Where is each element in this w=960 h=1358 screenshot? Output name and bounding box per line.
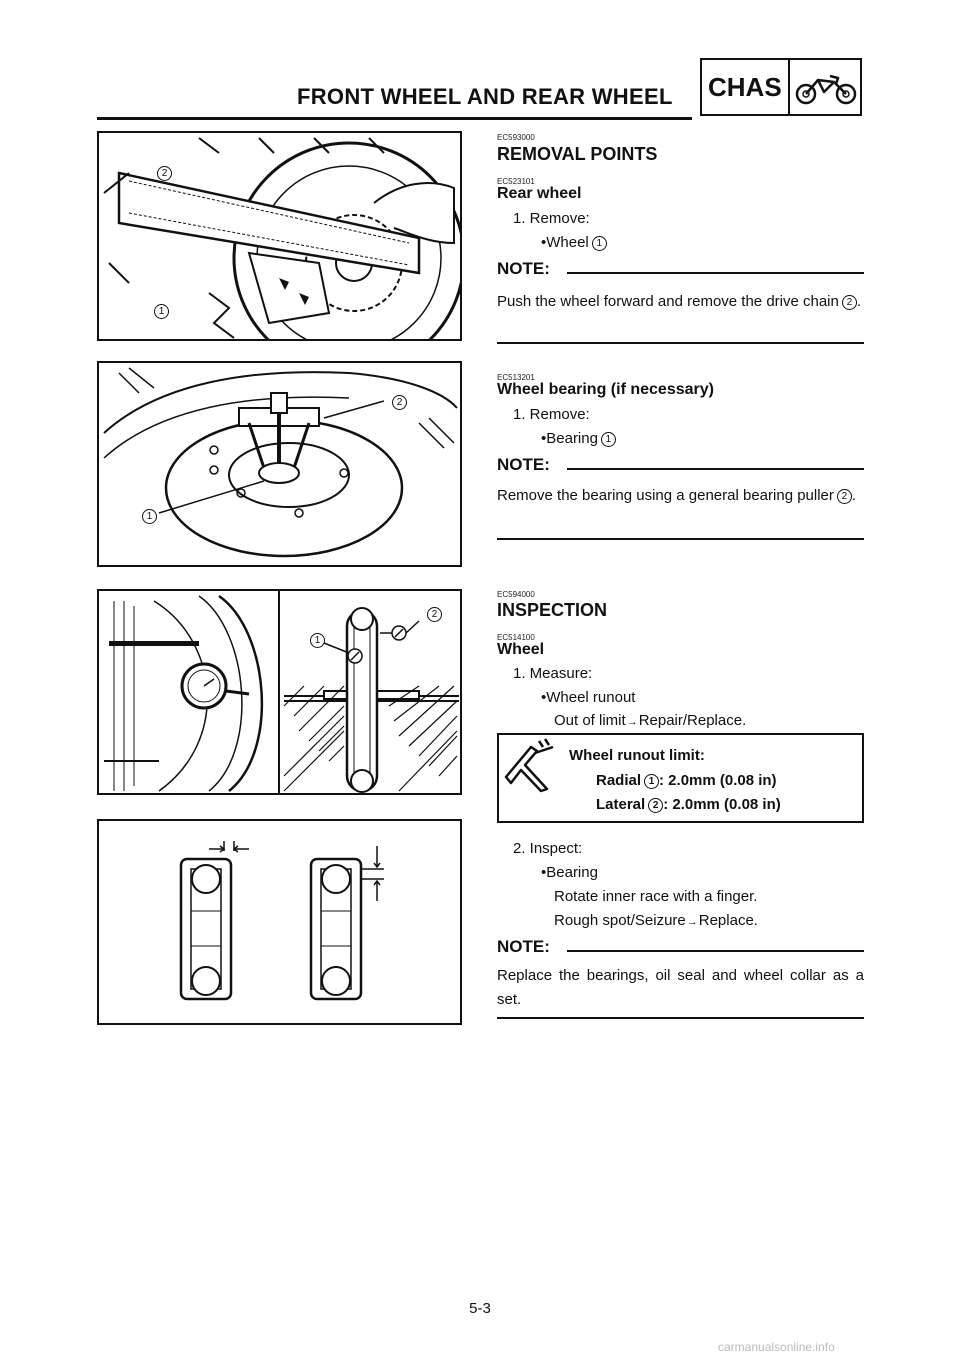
note-rule	[567, 950, 864, 952]
figure-bearing-puller	[97, 361, 462, 567]
callout-2: 2	[427, 607, 442, 622]
spec-radial: Radial 1 : 2.0mm (0.08 in)	[596, 772, 777, 789]
caliper-icon	[501, 737, 557, 793]
subsection-heading: Wheel	[497, 641, 545, 658]
callout-2: 2	[392, 395, 407, 410]
callout-1: 1	[310, 633, 325, 648]
ref-number: 2	[648, 798, 663, 813]
note-rule	[567, 468, 864, 470]
step-text: 1. Measure:	[513, 665, 593, 682]
ref-number: 1	[592, 236, 607, 251]
bearing-sections-illustration	[99, 821, 460, 1023]
note-label: NOTE:	[497, 455, 550, 474]
subsection-heading: Rear wheel	[497, 185, 582, 202]
step-detail: Rotate inner race with a finger.	[554, 888, 758, 905]
note-rule	[567, 272, 864, 274]
callout-2: 2	[157, 166, 172, 181]
bearing-puller-illustration	[99, 363, 460, 565]
spec-title: Wheel runout limit:	[569, 747, 705, 764]
spec-lateral: Lateral 2 : 2.0mm (0.08 in)	[596, 796, 781, 813]
section-code: EC593000	[497, 133, 535, 142]
arrow-icon: →	[686, 916, 698, 928]
note-text: Push the wheel forward and remove the drive chain 2 .	[497, 293, 862, 310]
ref-number: 2	[842, 295, 857, 310]
note-end-rule	[497, 538, 864, 540]
step-item: •Wheel runout	[541, 689, 636, 706]
figure-bearing-sections	[97, 819, 462, 1025]
step-item	[541, 234, 607, 251]
note-label: NOTE:	[497, 259, 550, 278]
arrow-icon: →	[626, 716, 638, 728]
note-end-rule	[497, 1017, 864, 1019]
watermark-text: carmanualsonline.info	[718, 1340, 835, 1354]
step-text: 2. Inspect:	[513, 840, 583, 857]
figure-runout-measurement	[97, 589, 462, 795]
note-end-rule	[497, 342, 864, 344]
ref-number: 1	[644, 774, 659, 789]
page-title: FRONT WHEEL AND REAR WHEEL	[297, 84, 673, 109]
section-code: EC594000	[497, 590, 535, 599]
figure-rear-wheel	[97, 131, 462, 341]
step-detail: Rough spot/Seizure→Replace.	[554, 912, 758, 929]
section-label: CHAS	[708, 72, 782, 102]
note-text: Remove the bearing using a general bearing puller 2 .	[497, 487, 857, 504]
section-divider	[788, 60, 790, 114]
callout-1: 1	[154, 304, 169, 319]
note-text: Replace the bearings, oil seal and wheel collar as a set.	[497, 967, 864, 1008]
section-heading: REMOVAL POINTS	[497, 144, 658, 164]
step-item: •Bearing	[541, 864, 598, 881]
item-text: •Bearing	[541, 430, 598, 447]
subsection-heading: Wheel bearing (if necessary)	[497, 381, 714, 398]
ref-number: 1	[601, 432, 616, 447]
section-heading: INSPECTION	[497, 600, 608, 620]
page-number: 5-3	[469, 1300, 491, 1317]
motorcycle-icon	[794, 68, 858, 108]
step-detail: Out of limit→Repair/Replace.	[554, 712, 747, 729]
step-text: 1. Remove:	[513, 210, 590, 227]
callout-1: 1	[142, 509, 157, 524]
note-label: NOTE:	[497, 937, 550, 956]
subsection-code: EC513201	[497, 373, 535, 382]
step-item	[541, 430, 616, 447]
item-text: •Wheel	[541, 234, 589, 251]
section-badge	[700, 58, 862, 116]
title-rule	[97, 117, 692, 120]
ref-number: 2	[837, 489, 852, 504]
spec-box	[497, 733, 864, 823]
step-text: 1. Remove:	[513, 406, 590, 423]
rear-wheel-illustration	[99, 133, 460, 339]
subsection-code: EC523101	[497, 177, 535, 186]
subsection-code: EC514100	[497, 633, 535, 642]
runout-illustration	[99, 591, 460, 793]
